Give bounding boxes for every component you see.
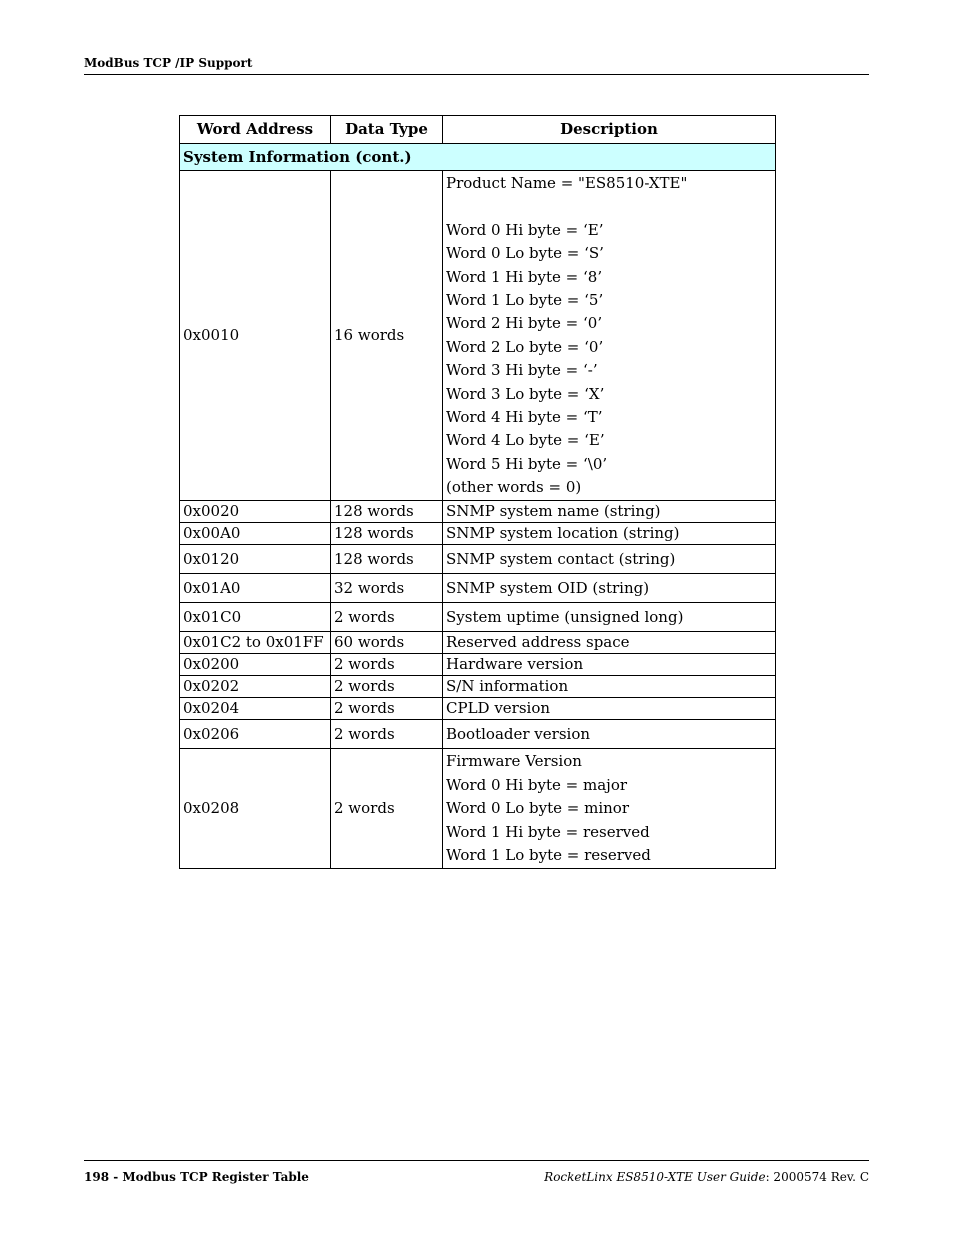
cell-address: 0x01A0 xyxy=(180,574,331,603)
table-row-product-name xyxy=(180,171,776,501)
cell-description: SNMP system name (string) xyxy=(443,501,776,523)
desc-line: (other words = 0) xyxy=(446,478,582,497)
cell-description xyxy=(443,749,776,869)
cell-type: 32 words xyxy=(331,574,443,603)
column-header-data-type: Data Type xyxy=(331,116,443,144)
desc-line: Product Name = "ES8510-XTE" xyxy=(446,174,688,192)
cell-type: 128 words xyxy=(331,545,443,574)
desc-line: Firmware Version xyxy=(446,752,582,771)
page-footer xyxy=(84,1160,869,1191)
cell-type: 128 words xyxy=(331,523,443,545)
cell-description: Bootloader version xyxy=(443,720,776,749)
desc-line: Word 2 Lo byte = ‘0’ xyxy=(446,337,604,356)
cell-description: CPLD version xyxy=(443,698,776,720)
cell-description: SNMP system location (string) xyxy=(443,523,776,545)
cell-address: 0x0120 xyxy=(180,545,331,574)
desc-line: Word 1 Lo byte = ‘5’ xyxy=(446,290,604,309)
cell-type: 2 words xyxy=(331,749,443,869)
table-row xyxy=(180,574,776,603)
cell-type: 2 words xyxy=(331,698,443,720)
desc-line: Word 1 Lo byte = reserved xyxy=(446,846,651,865)
cell-address: 0x0010 xyxy=(180,171,331,501)
desc-line: Word 2 Hi byte = ‘0’ xyxy=(446,314,603,333)
cell-address: 0x0204 xyxy=(180,698,331,720)
cell-type: 2 words xyxy=(331,720,443,749)
table-row-firmware-version xyxy=(180,749,776,869)
cell-description: Hardware version xyxy=(443,654,776,676)
cell-type: 60 words xyxy=(331,632,443,654)
cell-description: SNMP system contact (string) xyxy=(443,545,776,574)
column-header-word-address: Word Address xyxy=(180,116,331,144)
cell-description: Reserved address space xyxy=(443,632,776,654)
table-row xyxy=(180,545,776,574)
column-header-description: Description xyxy=(443,116,776,144)
cell-address: 0x00A0 xyxy=(180,523,331,545)
header-title: ModBus TCP /IP Support xyxy=(84,56,253,70)
footer-revision: : 2000574 Rev. C xyxy=(765,1170,869,1184)
table-row xyxy=(180,698,776,720)
desc-line: Word 0 Lo byte = minor xyxy=(446,799,630,818)
footer-document-label xyxy=(544,1170,869,1184)
table-row xyxy=(180,632,776,654)
desc-line: Word 0 Hi byte = major xyxy=(446,775,628,794)
desc-line: Word 0 Lo byte = ‘S’ xyxy=(446,244,604,263)
cell-address: 0x01C2 to 0x01FF xyxy=(180,632,331,654)
cell-address: 0x01C0 xyxy=(180,603,331,632)
table-header-row xyxy=(180,116,776,144)
section-row xyxy=(180,144,776,171)
table-row xyxy=(180,501,776,523)
cell-type: 16 words xyxy=(331,171,443,501)
table-row xyxy=(180,676,776,698)
cell-description xyxy=(443,171,776,501)
cell-address: 0x0202 xyxy=(180,676,331,698)
section-title: System Information (cont.) xyxy=(180,144,776,171)
desc-line: Word 1 Hi byte = reserved xyxy=(446,822,650,841)
desc-line: Word 0 Hi byte = ‘E’ xyxy=(446,220,604,239)
table-row xyxy=(180,523,776,545)
cell-address: 0x0200 xyxy=(180,654,331,676)
cell-description: System uptime (unsigned long) xyxy=(443,603,776,632)
page-header xyxy=(84,56,869,75)
cell-type: 2 words xyxy=(331,654,443,676)
desc-line-blank xyxy=(446,195,772,218)
register-table xyxy=(179,115,776,869)
cell-description: SNMP system OID (string) xyxy=(443,574,776,603)
footer-page-label: 198 - Modbus TCP Register Table xyxy=(84,1170,309,1184)
desc-line: Word 4 Lo byte = ‘E’ xyxy=(446,431,605,450)
desc-line: Word 3 Lo byte = ‘X’ xyxy=(446,384,605,403)
footer-guide-title: RocketLinx ES8510-XTE User Guide xyxy=(544,1170,766,1184)
table-row xyxy=(180,603,776,632)
cell-type: 2 words xyxy=(331,676,443,698)
cell-address: 0x0206 xyxy=(180,720,331,749)
table-row xyxy=(180,720,776,749)
table-row xyxy=(180,654,776,676)
cell-address: 0x0020 xyxy=(180,501,331,523)
desc-line: Word 5 Hi byte = ‘\0’ xyxy=(446,454,608,473)
cell-type: 128 words xyxy=(331,501,443,523)
desc-line: Word 4 Hi byte = ‘T’ xyxy=(446,407,603,426)
desc-line: Word 1 Hi byte = ‘8’ xyxy=(446,267,603,286)
desc-line: Word 3 Hi byte = ‘-’ xyxy=(446,361,598,380)
cell-address: 0x0208 xyxy=(180,749,331,869)
cell-description: S/N information xyxy=(443,676,776,698)
cell-type: 2 words xyxy=(331,603,443,632)
